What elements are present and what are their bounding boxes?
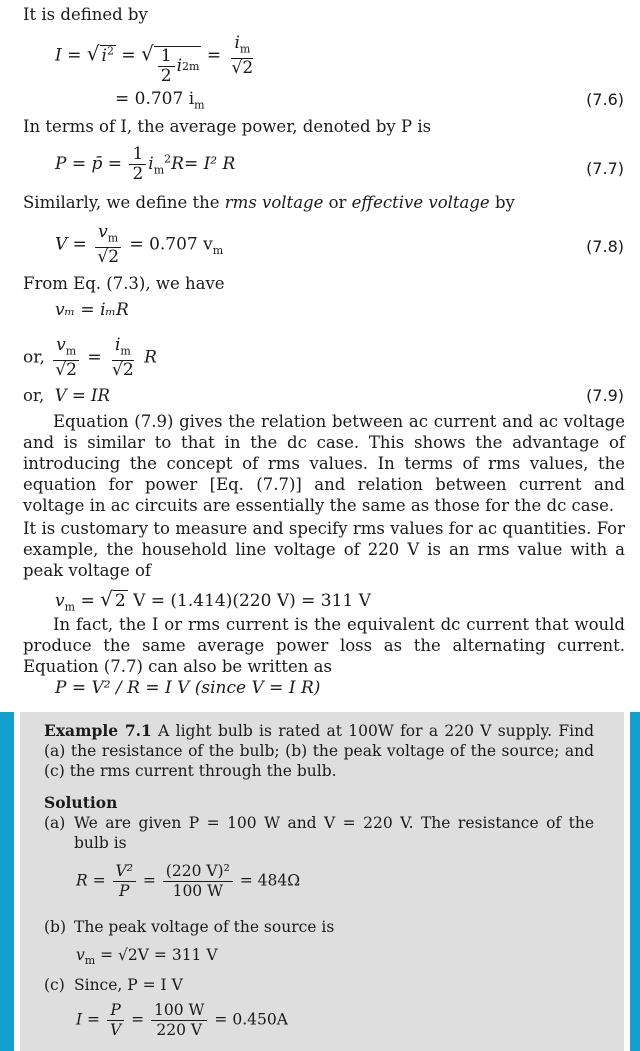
part-b-label: (b) [44, 918, 67, 936]
part-a-text: We are given P = 100 W and V = 220 V. The resistance of the bulb is [74, 814, 594, 852]
equation-rms-current-line2: = 0.707 $i_m$ [115, 89, 205, 112]
example-box [20, 712, 624, 1051]
equation-vm: vₘ = iₘR [55, 300, 129, 320]
equation-number: (7.8) [586, 237, 624, 256]
equation-average-power: P = p̄ = $\frac{1}{2}$ $i_m^2R= I^2$ R [55, 144, 236, 184]
intro-text: It is defined by [23, 5, 148, 24]
equation-ratio: or, $\frac{v_m}{√2}$ = $\frac{i_m}{√2}$ R [23, 335, 157, 381]
equation-rms-current: I = √ $i^2$ = √ $\frac{1}{2}$ i 2 m = $\frac{i_m}{√2}$ [55, 33, 254, 86]
avg-power-text: In terms of I, the average power, denoted by P is [23, 117, 432, 136]
part-a-label: (a) [44, 814, 66, 832]
rms-voltage-text: Similarly, we define the rms voltage or effective voltage by [23, 193, 515, 212]
equation-number: (7.9) [586, 386, 624, 405]
part-b-text: The peak voltage of the source is [74, 918, 335, 936]
equation-peak-voltage: $v_m$ = √ 2 V = (1.414)(220 V) = 311 V [55, 587, 371, 614]
equation-number: (7.6) [586, 90, 624, 109]
part-c-equation: I = $\frac{P}{V}$ = $\frac{100 W}{220 V}$ = 0.450A [76, 1001, 288, 1039]
part-c-label: (c) [44, 976, 65, 994]
part-a-equation: R = $\frac{\text{V²}}{P}$ = $\frac{\text{(220 V)²}}{100 W}$ = 484Ω [76, 862, 301, 900]
part-c-text: Since, P = I V [74, 976, 183, 994]
part-b-equation: $v_m = √2V = 311$ V [76, 946, 218, 968]
solution-label: Solution [44, 793, 118, 812]
paragraph-customary: It is customary to measure and specify rms values for ac quantities. For example, the household line voltage of 220 V is an rms value with a peak voltage of [23, 519, 625, 580]
paragraph-in-fact: In fact, the I or rms current is the equivalent dc current that would produce the same average power loss as the alternating current. Equation (7.7) can also be written as [23, 615, 625, 676]
paragraph-advantage: Equation (7.9) gives the relation between ac current and ac voltage and is similar to that in the dc case. This shows the advantage of introducing the concept of rms values. In terms of rms values, the equation for power [Eq. (7.7)] and relation between current and voltage in ac circuits are essentially the same as those for the dc case. [23, 412, 625, 515]
equation-rms-voltage: V = $\frac{v_m}{√2}$ = 0.707 $v_m$ [55, 222, 224, 268]
equation-number: (7.7) [586, 159, 624, 178]
example-accent-bar-right [630, 712, 640, 1051]
example-question: Example 7.1 A light bulb is rated at 100W for a 220 V supply. Find (a) the resistance of the bulb; (b) the peak voltage of the source; and (c) the rms current through the bulb. [44, 721, 595, 780]
equation-ohm: or, V = IR [23, 386, 110, 405]
from-eq-text: From Eq. (7.3), we have [23, 274, 225, 293]
example-accent-bar-left [0, 712, 14, 1051]
equation-alt-power: P = V² / R = I V (since V = I R) [55, 678, 321, 698]
